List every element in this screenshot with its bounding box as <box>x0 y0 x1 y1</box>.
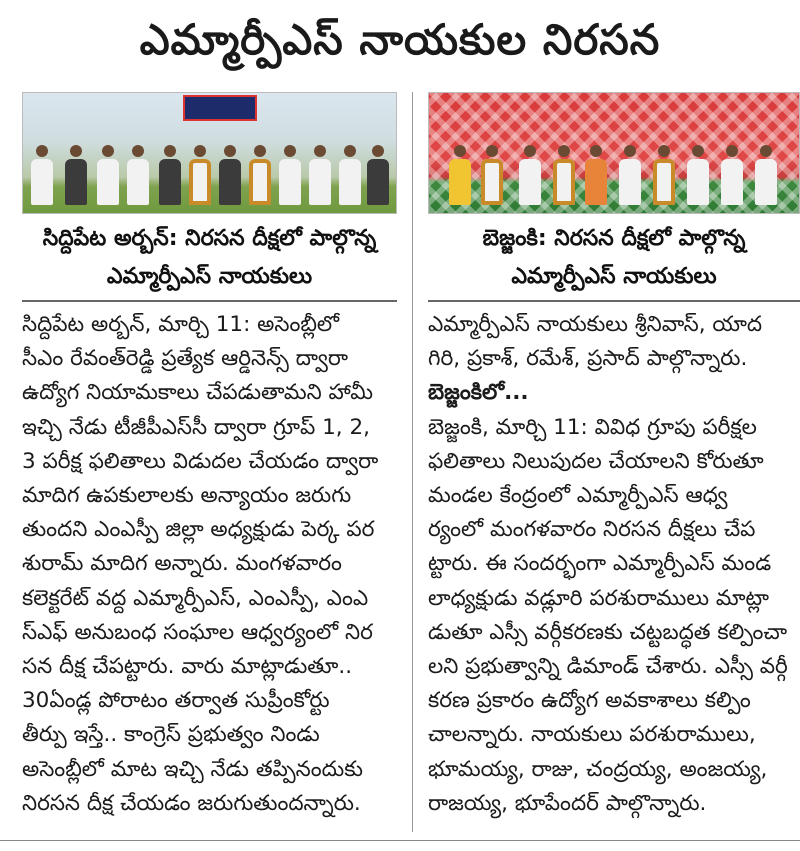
body-line: కరణ ప్రకారం ఉద్యోగ అవకాశాలు కల్పిం <box>428 688 751 714</box>
photo-person <box>481 145 503 205</box>
right-article <box>428 92 800 821</box>
photo-banner <box>183 95 257 121</box>
photo-person <box>519 145 541 205</box>
body-line: ఫలితాలు నిలుపుదల చేయాలని కోరుతూ <box>428 448 764 474</box>
caption-rule <box>428 300 800 302</box>
caption-line: ఎమ్మార్పీఎస్ నాయకులు <box>511 264 717 289</box>
photo-person <box>687 145 709 205</box>
photo-person <box>339 145 361 205</box>
body-line: సన దీక్ష చేపట్టారు. వారు మాట్లాడుతూ.. <box>22 654 353 680</box>
body-line: 30ఏండ్ల పోరాటం తర్వాత సుప్రీంకోర్టు <box>22 688 330 714</box>
body-line: భూమయ్య, రాజు, చంద్రయ్య, అంజయ్య, <box>428 756 768 782</box>
body-line: మండల కేంద్రంలో ఎమ్మార్పీఎస్ ఆధ్వ <box>428 483 728 509</box>
caption-rule <box>22 300 397 302</box>
photo-person <box>159 145 181 205</box>
body-line: సీఎం రేవంత్‌రెడ్డి ప్రత్యేక ఆర్డినెన్స్ ద్వారా <box>22 346 349 372</box>
caption-line: ఎమ్మార్పీఎస్ నాయకులు <box>106 264 313 289</box>
photo-person <box>309 145 331 205</box>
photo-person <box>279 145 301 205</box>
photo-person <box>127 145 149 205</box>
body-line: 3 పరీక్ష ఫలితాలు విడుదల చేయడం ద్వారా <box>22 448 379 474</box>
left-article <box>22 92 397 821</box>
body-line: ఎమ్మార్పీఎస్ నాయకులు శ్రీనివాస్, యాద <box>428 312 763 337</box>
body-line: స్ఎఫ్ అనుబంధ సంఘాల ఆధ్వర్యంలో నిర <box>22 619 373 645</box>
body-line: నిరసన దీక్ష చేయడం జరుగుతుందన్నారు. <box>22 790 361 816</box>
photo-person <box>65 145 87 205</box>
headline: ఎమ్మార్పీఎస్ నాయకుల నిరసన <box>139 15 661 64</box>
bottom-rule <box>0 840 800 841</box>
body-line: కలెక్టరేట్ వద్ద ఎమ్మార్పీఎస్, ఎంఎస్పీ, ఎంఎ <box>22 585 369 611</box>
photo-person <box>755 145 777 205</box>
photo-person <box>553 145 575 205</box>
right-article-body <box>428 308 800 821</box>
body-line: బెజ్జంకి, మార్చి 11: వివిధ గ్రూపు పరీక్షల <box>428 414 757 440</box>
body-line: లాధ్యక్షుడు వడ్లూరి పరశురాములు మాట్లా <box>428 585 770 611</box>
body-line: శురామ్ మాదిగ అన్నారు. మంగళవారం <box>22 551 342 577</box>
caption-line: బెజ్జంకి: నిరసన దీక్షలో పాల్గొన్న <box>482 226 746 251</box>
right-photo-caption <box>428 220 800 296</box>
body-line: అసెంబ్లీలో మాట ఇచ్చి నేడు తప్పినందుకు <box>22 756 363 782</box>
photo-person <box>219 145 241 205</box>
photo-person <box>189 145 211 205</box>
body-line: రాజయ్య, భూపేందర్ పాల్గొన్నారు. <box>428 790 707 816</box>
photo-person <box>367 145 389 205</box>
body-line: ట్టారు. ఈ సందర్భంగా ఎమ్మార్పీఎస్ మండ <box>428 551 772 577</box>
caption-line: సిద్దిపేట అర్బన్: నిరసన దీక్షలో పాల్గొన్న <box>42 226 377 251</box>
body-line: తీర్పు ఇస్తే.. కాంగ్రెస్ ప్రభుత్వం నిండు <box>22 722 320 748</box>
body-line: తుందని ఎంఎస్పీ జిల్లా అధ్యక్షుడు పెర్క పర <box>22 517 375 543</box>
subheading: బెజ్జంకిలో... <box>428 380 529 406</box>
photo-person <box>31 145 53 205</box>
column-divider <box>412 92 413 832</box>
left-photo <box>22 92 397 214</box>
body-line: గిరి, ప్రకాశ్, రమేశ్, ప్రసాద్ పాల్గొన్నారు. <box>428 346 748 372</box>
body-line: మాదిగ ఉపకులాలకు అన్యాయం జరుగు <box>22 483 352 509</box>
photo-person <box>721 145 743 205</box>
photo-person <box>619 145 641 205</box>
body-line: డుతూ ఎస్సీ వర్గీకరణకు చట్టబద్ధత కల్పించా <box>428 619 788 645</box>
photo-person <box>653 145 675 205</box>
body-line: ఉద్యోగ నియామకాలు చేపడుతామని హామీ <box>22 380 374 406</box>
photo-person <box>97 145 119 205</box>
photo-person <box>249 145 271 205</box>
photo-person <box>449 145 471 205</box>
left-photo-caption <box>22 220 397 296</box>
body-line: ఇచ్చి నేడు టీజీపీఎస్‌సీ ద్వారా గ్రూప్ 1, 2, <box>22 414 370 440</box>
left-article-body <box>22 308 397 821</box>
body-line: లని ప్రభుత్వాన్ని డిమాండ్ చేశారు. ఎస్సీ వర్గీ <box>428 654 788 680</box>
photo-person <box>585 145 607 205</box>
body-line: చాలన్నారు. నాయకులు పరశురాములు, <box>428 722 756 748</box>
body-line: సిద్దిపేట అర్బన్, మార్చి 11: అసెంబ్లీలో <box>22 312 340 337</box>
right-photo <box>428 92 800 214</box>
body-line: ర్యంలో మంగళవారం నిరసన దీక్షలు చేప <box>428 517 756 543</box>
